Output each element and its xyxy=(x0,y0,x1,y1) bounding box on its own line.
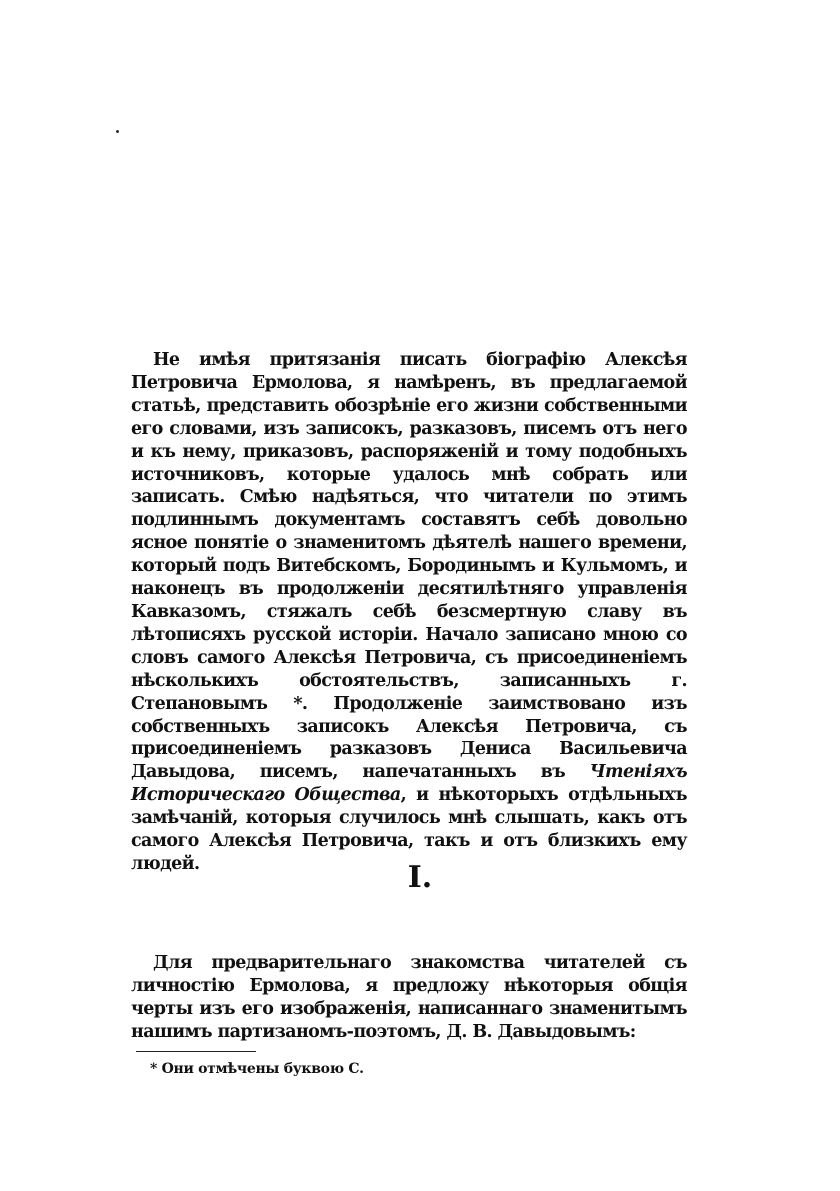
section-heading: I. xyxy=(407,860,433,895)
print-speck xyxy=(116,130,119,133)
intro-text-part-1: Не имѣя притязанія писать біографію Алексѣя Петровича Ермолова, я намѣренъ, въ предлагаемой статьѣ, представить обозрѣніе его жизни собственными его словами, изъ записокъ, разказовъ, писемъ отъ него и къ нему, приказовъ, распоряженій и тому подобныхъ источниковъ, которые удалось мнѣ собрать или записать. Смѣю надѣяться, что читатели по этимъ подлиннымъ документамъ составятъ себѣ довольно ясное понятіе о знаменитомъ дѣятелѣ нашего времени, который подъ Витебскомъ, Бородинымъ и Кульмомъ, и наконецъ въ продолженіи десятилѣтняго управленія Кавказомъ, стяжалъ себѣ безсмертную славу въ лѣтописяхъ русской исторіи. Начало записано мною со словъ самого Алексѣя Петровича, съ присоединеніемъ нѣсколькихъ обстоятельствъ, записанныхъ г. Степановымъ *. Продолженіе заимствовано изъ собственныхъ записокъ Алексѣя Петровича, съ присоединеніемъ разказовъ Дениса Васильевича Давыдова, писемъ, напечатанныхъ въ xyxy=(131,350,687,783)
footnote: * Они отмѣчены буквою С. xyxy=(150,1061,364,1077)
section-paragraph: Для предварительнаго знакомства читателей съ личностію Ермолова, я предложу нѣкоторыя общія черты изъ его изображенія, написаннаго знаменитымъ нашимъ партизаномъ-поэтомъ, Д. В. Давыдовымъ: xyxy=(131,953,687,1042)
intro-paragraph xyxy=(131,349,687,876)
intro-text-part-2: , и нѣкоторыхъ отдѣльныхъ замѣчаній, которыя случилось мнѣ слышать, какъ отъ самого Алексѣя Петровича, такъ и отъ близкихъ ему людей. xyxy=(131,785,687,874)
footnote-divider xyxy=(136,1051,256,1052)
intro-italic-title: Чтеніяхъ Историческаго Общества xyxy=(131,762,687,806)
